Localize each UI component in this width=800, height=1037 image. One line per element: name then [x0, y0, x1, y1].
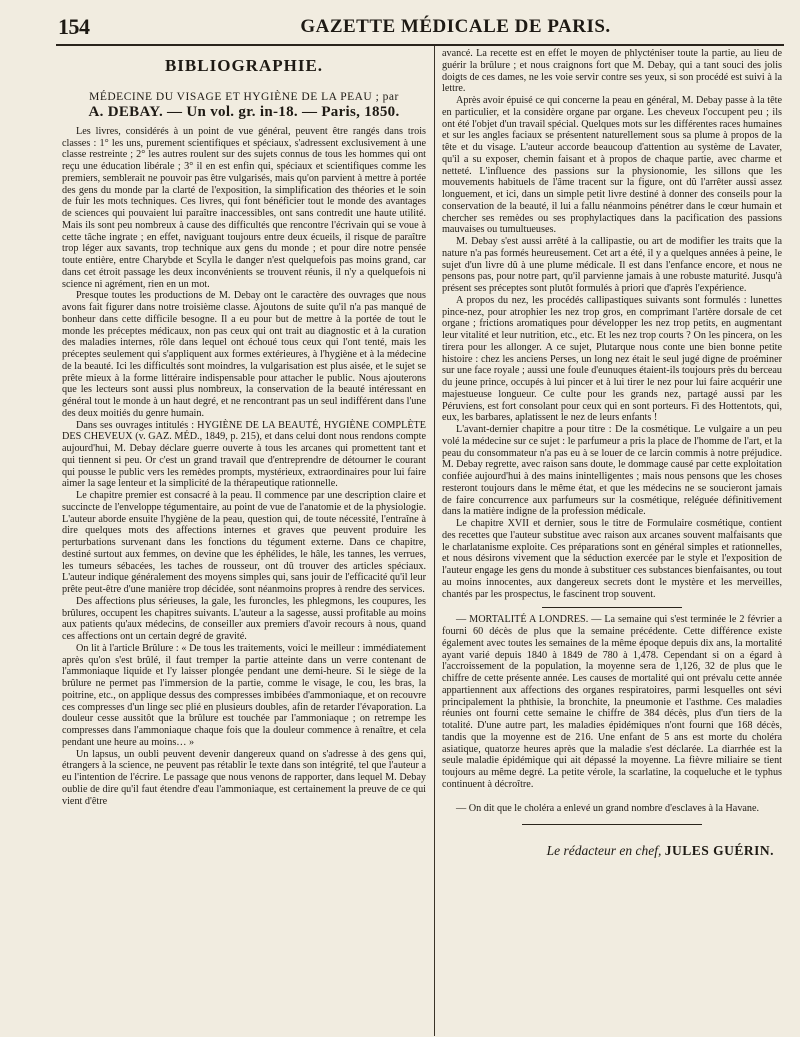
paragraph: avancé. La recette est en effet le moyen de phlycténiser toute la partie, au lieu de guérir la brûlure ; et nous craignons fort que M. Debay, qui a tant souci des jolis doigts de ces dames, ne les voie servir contre ses yeux, si son procédé est suivi à la lettre.: [442, 48, 782, 95]
paragraph: Après avoir épuisé ce qui concerne la peau en général, M. Debay passe à la tête en particulier, et la considère organe par organe. Les cheveux l'occupent peu ; ils ont été l'objet d'un travail spécial. Quelques mots sur les différentes races humaines et sur les angles faciaux se présentent naturellement sous sa plume à propos de la tête et du visage. L'auteur accorde beaucoup d'attention au système de Lavater, qu'il a su exposer, chemin faisant et à propos de chaque partie, avec charme et netteté. L'influence des passions sur la physionomie, les sillons que les mouvements habituels de l'âme tracent sur la figure, ont dû l'arrêter aussi assez longuement, et ici, dans un simple petit livre destiné à donner des conseils pour la conservation de la beauté, il lui a fallu néanmoins pénétrer dans le cœur humain et chercher ses remèdes ou ses prophylactiques dans la pacification des passions mauvaises ou tumultueuses.: [442, 95, 782, 236]
paragraph: M. Debay s'est aussi arrêté à la callipastie, ou art de modifier les traits que la nature n'a pas formés heureusement. Cet art a été, il y a quelques années à peine, le sujet d'un livre dû à une plume médicale. Il est dans l'enfance encore, et nous ne pensons pas, pour notre part, qu'il parvienne jamais à une robuste maturité. Jusqu'à présent ses préceptes sont plutôt formulés à priori que d'après l'expérience.: [442, 236, 782, 294]
paragraph: Le chapitre XVII et dernier, sous le titre de Formulaire cosmétique, contient des recettes que l'auteur substitue avec raison aux arcanes souvent malfaisants que le charlatanisme exploite. Ces préparations sont en général simples et rationnelles, et nous désirons vivement que la séduction exercée par le style et l'exposition de l'auteur engage les gens du monde à substituer ces substances bienfaisantes, ou tout au moins innocentes, aux dangereux secrets dont le mystère et les merveilles, chantés par les prospectus, le fascinent trop souvent.: [442, 518, 782, 600]
paragraph: Des affections plus sérieuses, la gale, les furoncles, les phlegmons, les coupures, les brûlures, occupent les chapitres suivants. L'auteur a la sagesse, aussi profitable au moins aux patients qu'aux médecins, de conseiller aux premiers d'avoir recours à nous, quand ces affections ont un certain degré de gravité.: [62, 595, 426, 642]
paragraph: Presque toutes les productions de M. Debay ont le caractère des ouvrages que nous avons fait figurer dans notre troisième classe. Ajoutons de suite qu'il n'a pas manqué de bonheur dans cette difficile besogne. Il a eu pour but de mettre à la portée de tout le monde les préceptes médicaux, non pas ceux qui ont trait au diagnostic et à la curation des maladies internes, rôle dans lequel ont échoué tous ceux qui l'ont tenté, mais les préceptes seulement qui s'appliquent aux formes extérieures, à l'hygiène et à la médecine de la beauté. Ici les difficultés sont moindres, la vulgarisation est plus aisée, et le sujet se prête mieux à la forme littéraire indispensable pour attacher le public. Nous ajouterons que les lecteurs sont aussi plus nombreux, la conservation de la beauté intéressant en général tout le monde à un haut degré, et ne rencontrant pas un seul indifférent dans l'une des deux moitiés du genre humain.: [62, 290, 426, 419]
section-divider: [522, 824, 702, 825]
column-divider: [434, 46, 435, 1036]
spacer: [442, 791, 782, 803]
section-title: BIBLIOGRAPHIE.: [164, 56, 324, 75]
book-title-line1: MÉDECINE DU VISAGE ET HYGIÈNE DE LA PEAU ; par: [89, 90, 399, 103]
paragraph: Le chapitre premier est consacré à la peau. Il commence par une description claire et succincte de l'enveloppe tégumentaire, au point de vue de l'anatomie et de la physiologie. L'auteur aborde ensuite l'hygiène de la peau, question qui, de toute nécessité, l'entraîne à dire quelques mots des affections internes et graves que peuvent produire les perturbations survenant dans les fonctions du tégument externe. Dans ce chapitre, destiné surtout aux femmes, on devine que les éphélides, le hâle, les tannes, les verrues, les tumeurs sébacées, les taches de rousseur, ont dû trouver des articles spéciaux. L'auteur indique généralement des moyens simples qui, sans jouir de l'efficacité qu'il leur prête peut-être d'une manière trop décidée, sont néanmoins propres à rendre des services.: [62, 490, 426, 595]
right-column: [442, 48, 782, 857]
paragraph: L'avant-dernier chapitre a pour titre : De la cosmétique. Le vulgaire a un peu volé la médecine sur ce sujet : le parfumeur a pris la place de l'homme de l'art, et la peau du consommateur n'a pas eu à se louer de ce larcin commis à notre préjudice. M. Debay regrette, avec raison sans doute, le dommage causé par cette exploitation confiée aujourd'hui à des mains inintelligentes ; mais nous pensons que les choses resteront toujours dans le même état, et que les médecins ne se soucieront jamais de faire concurrence aux parfumeurs sur la cosmétique, reléguée définitivement dans la matière indigne de la profession médicale.: [442, 424, 782, 518]
book-title-line2: A. DEBAY. — Un vol. gr. in-18. — Paris, 1850.: [88, 103, 400, 120]
editor-label: Le rédacteur en chef,: [546, 843, 662, 859]
book-title: [62, 90, 426, 120]
editor-signature: [442, 845, 782, 857]
header-rule: [56, 44, 784, 46]
page-number: 154: [58, 14, 90, 39]
paragraph: On lit à l'article Brûlure : « De tous les traitements, voici le meilleur : immédiatement après qu'on s'est brûlé, il faut tremper la partie atteinte dans un verre contenant de l'ammoniaque liquide et l'y laisser plongée pendant une demi-heure. Si le siège de la brûlure ne permet pas l'immersion de la partie, comme le visage, le cou, les bras, la poitrine, etc., on applique dessus des compresses imbibées d'ammoniaque, et on recouvre ces compresses d'un linge sec plié en plusieurs doubles, afin de retarder l'évaporation. La douleur cesse aussitôt que la brûlure est touchée par l'ammoniaque ; on retrempe les compresses dans l'ammoniaque chaque fois que la douleur commence à renaître, et cela pendant une heure au moins… »: [62, 642, 426, 748]
left-column: [62, 48, 426, 807]
news-item: — On dit que le choléra a enlevé un grand nombre d'esclaves à la Havane.: [456, 802, 760, 814]
section-divider: [542, 607, 682, 608]
editor-name: JULES GUÉRIN.: [664, 843, 774, 859]
paragraph: A propos du nez, les procédés callipastiques suivants sont formulés : lunettes pince-nez, pour atrophier les nez trop gros, en comprimant l'artère dorsale de cet organe ; frictions aromatiques pour développer les nez trop petits, en augmentant leur vitalité et leur nutrition, etc., etc. Et les nez trop courts ? On les pincera, on les tirera pour les allonger. A ce sujet, Plutarque nous conte une bien bonne petite histoire : chez les anciens Perses, un long nez était le seul jugé digne de proéminer sur une face royale ; aussi une foule d'eunuques étaient-ils toujours près du berceau du jeune prince, occupés à lui pincer et à lui tirer le nez pour lui faire acquérir une majestueuse longueur. Ce culte pour les grands nez, partagé aussi par les Péruviens, est fort consolant pour ceux qui en sont porteurs. Fi des Hottentots, qui, eux, les barbares, aplatissent le nez de leurs enfants !: [442, 294, 782, 424]
paragraph: Dans ses ouvrages intitulés : HYGIÈNE DE LA BEAUTÉ, HYGIÈNE COMPLÈTE DES CHEVEUX (v. GAZ. MÉD., 1849, p. 215), et dans celui dont nous rendons compte aujourd'hui, M. Debay déclare guerre ouverte à tous les arcanes qui promettent tant et qui tiennent si peu. Or c'est un grand travail que d'entreprendre de détourner le courant qui pousse le public vers les remèdes prompts, mystérieux, extraordinaires pour lui faire aimer la sage lenteur et la simplicité de la thérapeutique rationnelle.: [62, 419, 426, 490]
journal-title: GAZETTE MÉDICALE DE PARIS.: [300, 16, 611, 37]
news-item: — MORTALITÉ A LONDRES. — La semaine qui s'est terminée le 2 février a fourni 60 décès de plus que la semaine précédente. Cette différence existe également avec toutes les semaines de la même époque depuis dix ans, la mortalité ayant varié depuis 1840 à 1849 de 780 à 1,478. Cependant si on a égard à l'accroissement de la population, la moyenne sera de 1,126, 32 de plus que le chiffre de cette présente année. Les causes de mortalité qui ont prévalu cette année appartiennent aux affections des organes respiratoires, parmi lesquelles ont sévi principalement la phthisie, la bronchite, la pneumonie et l'asthme. Ces maladies réunies ont fourni cette semaine le chiffre de 384 décès, plus d'un tiers de la totalité. D'une autre part, les maladies épidémiques n'ont fourni que 168 décès, tandis que la moyenne est de 216. Une enfant de 5 ans est morte du choléra asiatique, quatorze heures après que la maladie s'est déclarée. La diarrhée est la seule maladie épidémique qui ait dépassé la moyenne. La fièvre miliaire se tient toujours au même degré. La petite vérole, la scarlatine, la coqueluche et le typhus continuent à décroître.: [442, 614, 782, 790]
news-section: [442, 614, 782, 814]
paragraph: Un lapsus, un oubli peuvent devenir dangereux quand on s'adresse à des gens qui, étrangers à la science, ne peuvent pas rétablir le texte dans son intégrité, tel que l'auteur a eu l'intention de l'écrire. Le passage que nous venons de rapporter, dans lequel M. Debay oublie de dire qu'il faut étendre d'eau l'ammoniaque, est certainement la preuve de ce qui vient d'être: [62, 748, 426, 807]
page-header: [58, 14, 783, 40]
paragraph: Les livres, considérés à un point de vue général, peuvent être rangés dans trois classes : 1° les uns, purement scientifiques et spéciaux, s'adressent exclusivement à une classe restreinte ; 2° les autres roulent sur des sujets connus de tous les hommes qui ont reçu une éducation libérale ; 3° il en est enfin qui, spéciaux et scientifiques comme les premiers, semblerait ne pouvoir pas être vulgarisés, mais qu'on parvient à mettre à portée des gens du monde par la clarté de l'exposition, la simplification des théories et le soin de fuir les mots techniques. Ces livres, qui font bénéficier tout le monde des avantages de sciences qui pouvaient lui paraître inaccessibles, ont sans contredit une haute utilité. Mais ils sont peu nombreux à cause des difficultés que rencontre l'écrivain qui se voue à cette tâche ingrate ; en effet, naviguant toujours entre deux écueils, il risque de paraître trop léger aux savants, trop technique aux gens du monde ; et pour dire notre pensée toute entière, entre Charybde et Scylla le danger n'est quelquefois pas moins grand, car dans cet étroit passage les deux inconvénients se trouvent réunis, il n'y a quelquefois ni science ni agrément, rien en un mot.: [62, 125, 426, 290]
